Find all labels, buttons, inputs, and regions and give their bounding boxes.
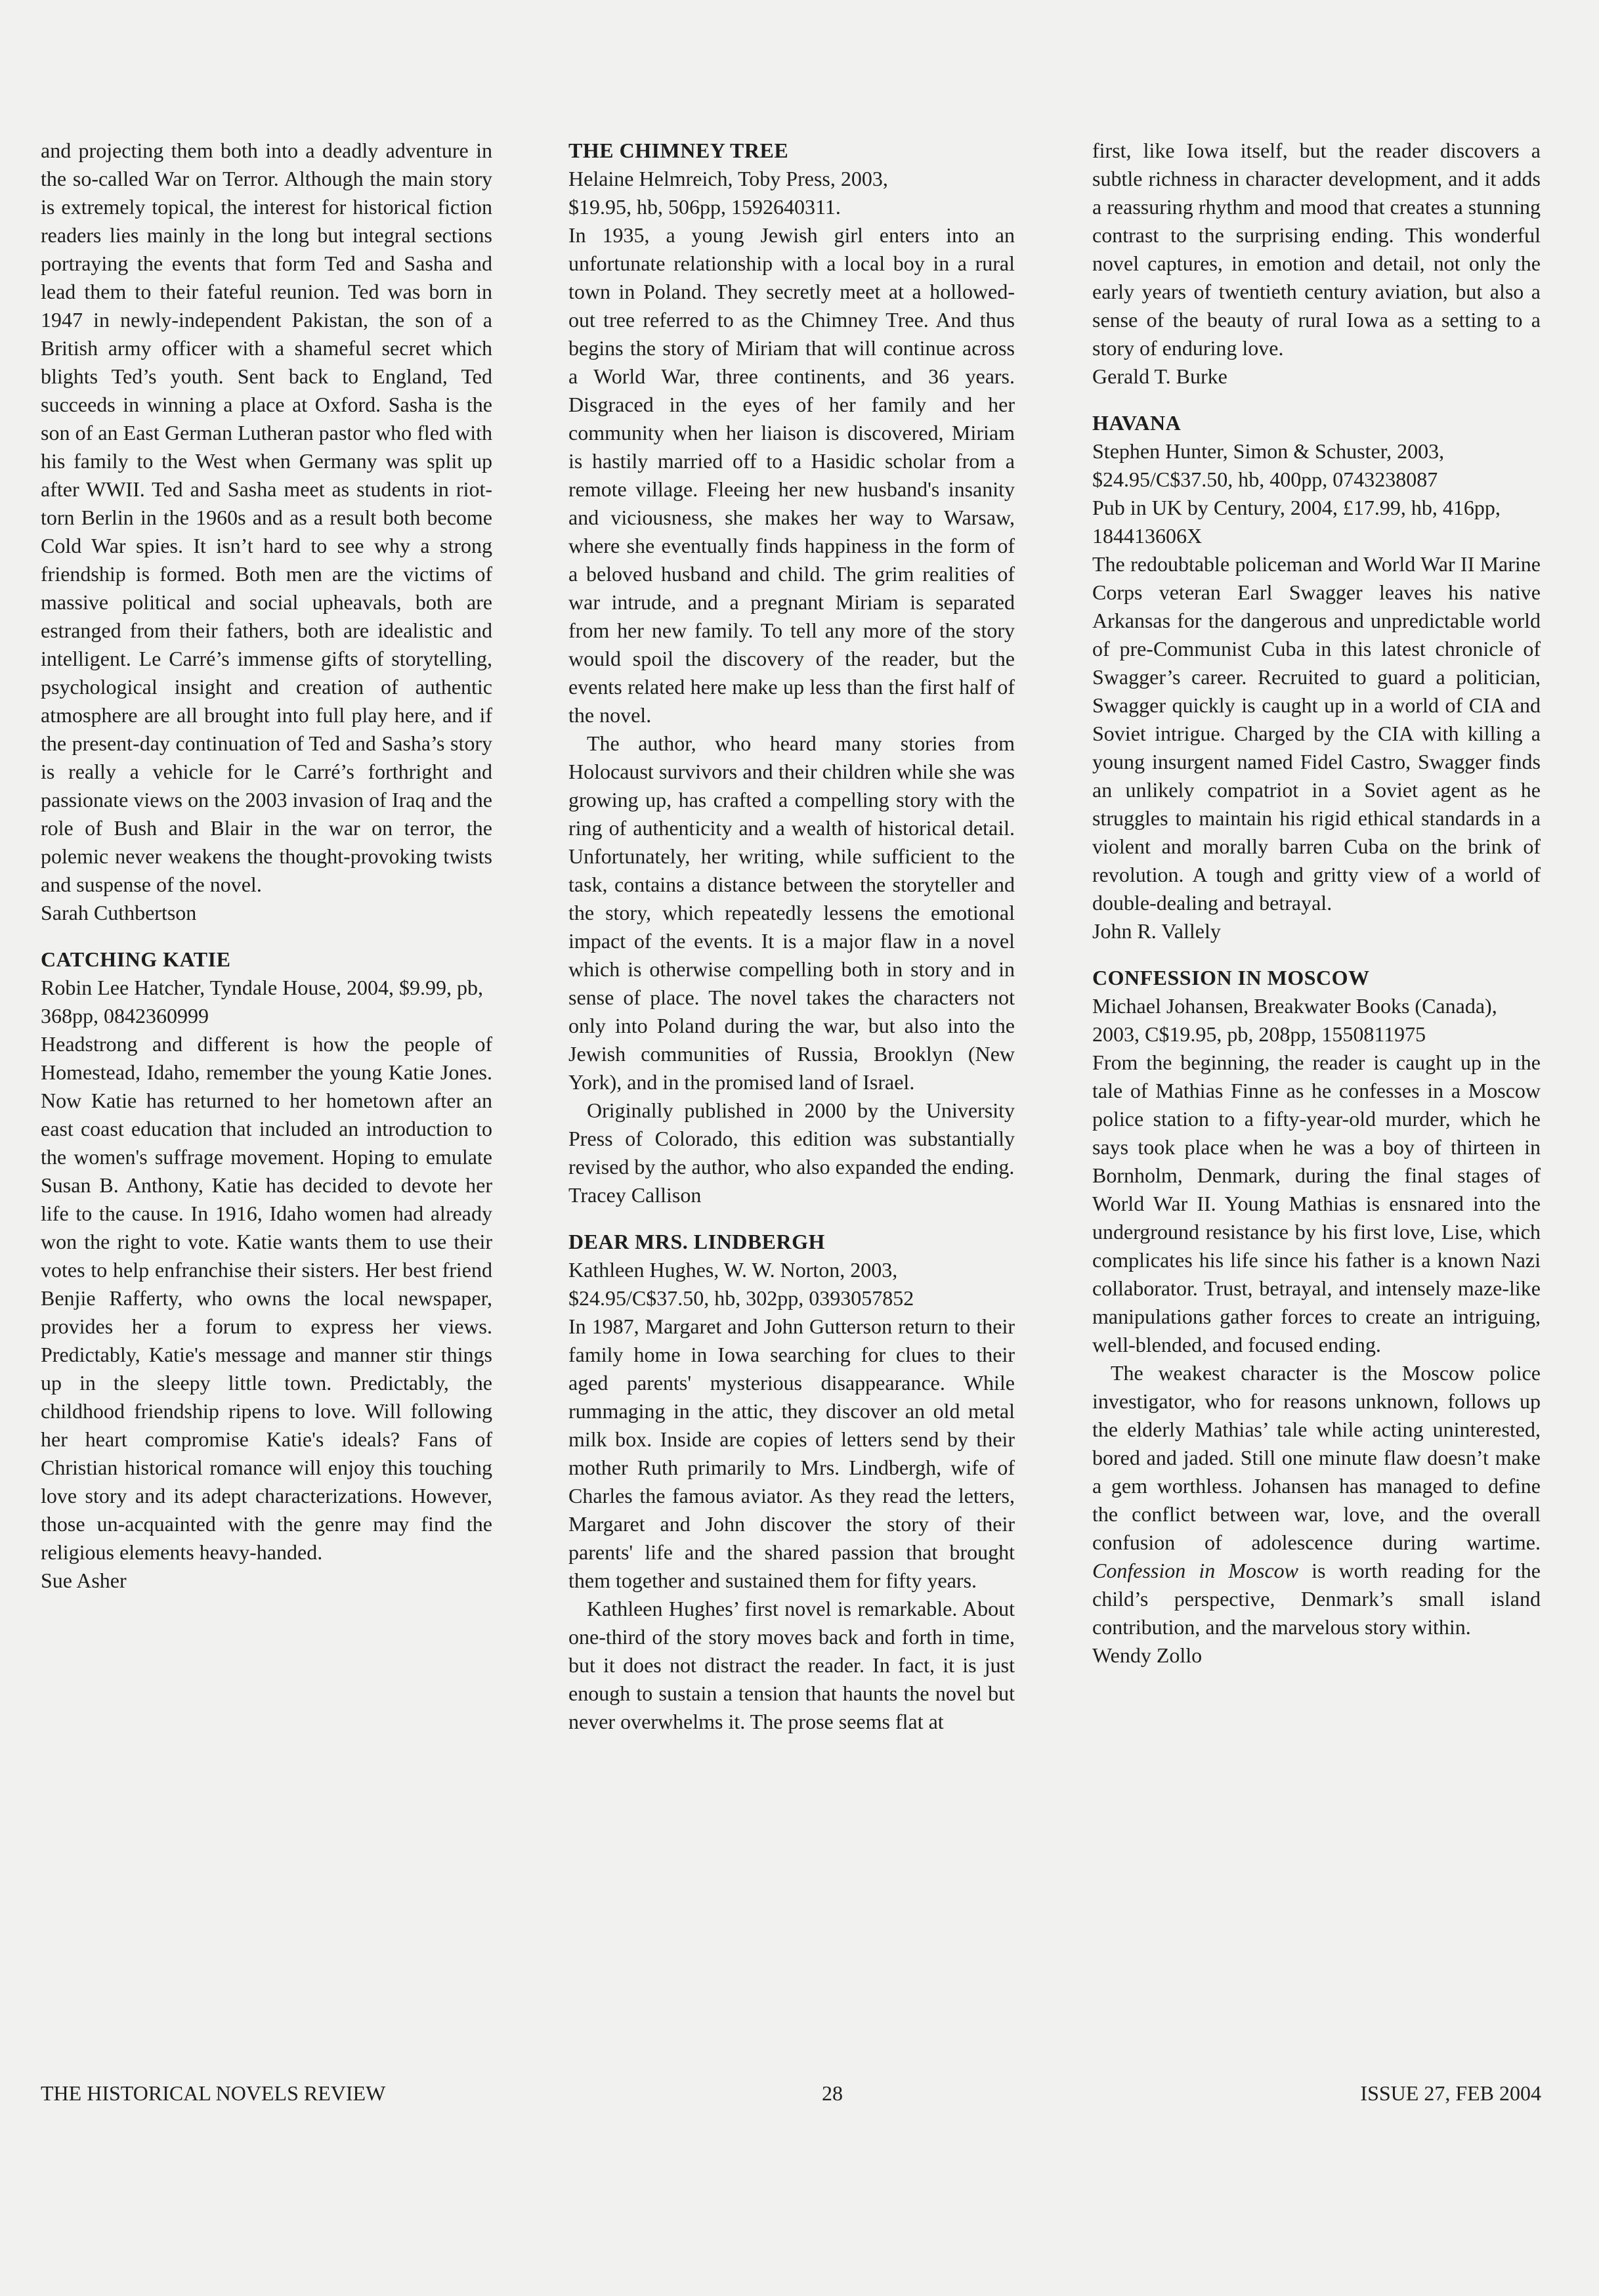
book-details: Michael Johansen, Breakwater Books (Canada), 2003, C$19.95, pb, 208pp, 1550811975 xyxy=(1092,994,1497,1046)
review-text: The author, who heard many stories from Holocaust survivors and their children while she was growing up, has crafted a compelling story with the ring of authenticity and a wealth of historical detail. Unfortunately, her writing, while sufficient to the task, contains a distance between the storyteller and the story, which repeatedly lessens the emotional impact of the events. It is a major flaw in a novel which is otherwise compelling both in story and in sense of place. The novel takes the characters not only into Poland during the war, but also into the Jewish communities of Russia, Brooklyn (New York), and in the promised land of Israel. xyxy=(568,731,1015,1094)
book-details: Pub in UK by Century, 2004, £17.99, hb, 416pp, 184413606X xyxy=(1092,496,1501,548)
column-right xyxy=(1092,137,1541,1670)
publication-title: THE HISTORICAL NOVELS REVIEW xyxy=(41,2081,386,2105)
review-text: In 1935, a young Jewish girl enters into an unfortunate relationship with a local boy in a rural town in Poland. They secretly meet at a hollowed-out tree referred to as the Chimney Tree. And thus begins the story of Miriam that will continue across a World War, three continents, and 36 years. Disgraced in the eyes of her family and her community when her liaison is discovered, Miriam is hastily married off to a Hasidic scholar from a remote village. Fleeing her new husband's insanity and viciousness, she makes her way to Warsaw, where she eventually finds happiness in the form of a beloved husband and child. The grim realities of war intrude, and a pregnant Miriam is separated from her new family. To tell any more of the story would spoil the discovery of the reader, but the events related here make up less than the first half of the novel. xyxy=(568,223,1015,727)
column-left xyxy=(41,137,492,1595)
book-details: $24.95/C$37.50, hb, 302pp, 0393057852 xyxy=(568,1286,914,1310)
review-text: Headstrong and different is how the people of Homestead, Idaho, remember the young Katie Jones. Now Katie has returned to her hometown after an east coast education that included an introduction to the women's suffrage movement. Hoping to emulate Susan B. Anthony, Katie has decided to devote her life to the cause. In 1916, Idaho women had already won the right to vote. Katie wants them to use their votes to help enfranchise their sisters. Her best friend Benjie Rafferty, who owns the local newspaper, provides her a forum to express her views. Predictably, Katie's message and manner stir things up in the sleepy little town. Predictably, the childhood friendship ripens to love. Will following her heart compromise Katie's ideals? Fans of Christian historical romance will enjoy this touching love story and its adept characterizations. However, those un-acquainted with the genre may find the religious elements heavy-handed. xyxy=(41,1032,492,1564)
review-continuation-text: and projecting them both into a deadly adventure in the so-called War on Terror. Although the main story is extremely topical, the interest for historical fiction readers lies mainly in the long but integral sections portraying the events that form Ted and Sasha and lead them to their fateful reunion. Ted was born in 1947 in newly-independent Pakistan, the son of a British army officer with a shameful secret which blights Ted’s youth. Sent back to England, Ted succeeds in winning a place at Oxford. Sasha is the son of an East German Lutheran pastor who fled with his family to the West when Germany was split up after WWII. Ted and Sasha meet as students in riot-torn Berlin in the 1960s and as a result both become Cold War spies. It isn’t hard to see why a strong friendship is formed. Both men are the victims of massive political and social upheavals, both are estranged from their fathers, both are idealistic and intelligent. Le Carré’s immense gifts of storytelling, psychological insight and creation of authentic atmosphere are all brought into full play here, and if the present-day continuation of Ted and Sasha’s story is really a vehicle for le Carré’s forthright and passionate views on the 2003 invasion of Iraq and the role of Bush and Blair in the war on terror, the polemic never weakens the thought-provoking twists and suspense of the novel. xyxy=(41,139,492,896)
review-text: Kathleen Hughes’ first novel is remarkable. About one-third of the story moves back and forth in time, but it does not distract the reader. In fact, it is just enough to sustain a tension that haunts the novel but never overwhelms it. The prose seems flat at xyxy=(568,1597,1015,1733)
review-title: CONFESSION IN MOSCOW xyxy=(1092,966,1370,989)
book-details: $19.95, hb, 506pp, 1592640311. xyxy=(568,195,841,219)
book-details: Helaine Helmreich, Toby Press, 2003, xyxy=(568,167,888,190)
book-details: Stephen Hunter, Simon & Schuster, 2003, $24.95/C$37.50, hb, 400pp, 0743238087 xyxy=(1092,439,1445,491)
book-details: Robin Lee Hatcher, Tyndale House, 2004, $9.99, pb, 368pp, 0842360999 xyxy=(41,976,483,1028)
column-middle xyxy=(568,137,1015,1736)
reviewer-name: Sarah Cuthbertson xyxy=(41,901,197,924)
reviewer-name: Gerald T. Burke xyxy=(1092,364,1227,388)
review-continuation-text: first, like Iowa itself, but the reader discovers a subtle richness in character development, and it adds a reassuring rhythm and mood that creates a stunning contrast to the surprising ending. This wonderful novel captures, in emotion and detail, not only the early years of twentieth century aviation, but also a sense of the beauty of rural Iowa as a setting to a story of enduring love. xyxy=(1092,139,1541,360)
reviewer-name: Tracey Callison xyxy=(568,1183,702,1207)
book-details: Kathleen Hughes, W. W. Norton, 2003, xyxy=(568,1258,898,1282)
page-number: 28 xyxy=(822,2081,843,2105)
review-text: Originally published in 2000 by the University Press of Colorado, this edition was substantially revised by the author, who also expanded the ending. xyxy=(568,1098,1015,1179)
page-footer xyxy=(41,2077,1541,2109)
reviewer-name: Wendy Zollo xyxy=(1092,1643,1203,1667)
reviewer-name: Sue Asher xyxy=(41,1569,127,1592)
reviewer-name: John R. Vallely xyxy=(1092,919,1221,943)
review-title: DEAR MRS. LINDBERGH xyxy=(568,1230,825,1253)
review-title: THE CHIMNEY TREE xyxy=(568,139,789,162)
review-title: HAVANA xyxy=(1092,411,1182,435)
review-text xyxy=(1092,1359,1541,1641)
review-text: From the beginning, the reader is caught up in the tale of Mathias Finne as he confesses in a Moscow police station to a fifty-year-old murder, which he says took place when he was a boy of thirteen in Bornholm, Denmark, during the final stages of World War II. Young Mathias is ensnared into the underground resistance by his first love, Lise, which complicates his life since his father is a known Nazi collaborator. Trust, betrayal, and intensely maze-like manipulations gather forces to create an intriguing, well-blended, and focused ending. xyxy=(1092,1051,1541,1356)
review-text: The redoubtable policeman and World War II Marine Corps veteran Earl Swagger leaves his native Arkansas for the dangerous and unpredictable world of pre-Communist Cuba in this latest chronicle of Swagger’s career. Recruited to guard a politician, Swagger quickly is caught up in a world of CIA and Soviet intrigue. Charged by the CIA with killing a young insurgent named Fidel Castro, Swagger finds an unlikely compatriot in a Soviet agent as he struggles to maintain his rigid ethical standards in a violent and morally barren Cuba on the brink of revolution. A tough and gritty view of a world of double-dealing and betrayal. xyxy=(1092,552,1541,915)
book-title-italic: Confession in Moscow xyxy=(1092,1559,1299,1582)
review-text: In 1987, Margaret and John Gutterson return to their family home in Iowa searching for clues to their aged parents' mysterious disappearance. While rummaging in the attic, they discover an old metal milk box. Inside are copies of letters send by their mother Ruth primarily to Mrs. Lindbergh, wife of Charles the famous aviator. As they read the letters, Margaret and John discover the story of their parents' life and the shared passion that brought them together and sustained them for fifty years. xyxy=(568,1314,1015,1592)
review-text-part: is worth reading for the child’s perspective, Denmark’s small island contribution, and the marvelous story within. xyxy=(1092,1559,1541,1639)
review-text-part: The weakest character is the Moscow police investigator, who for reasons unknown, follows up the elderly Mathias’ tale while acting uninterested, bored and jaded. Still one minute flaw doesn’t make a gem worthless. Johansen has managed to define the conflict between war, love, and the overall confusion of adolescence during wartime. xyxy=(1092,1361,1541,1554)
issue-label: ISSUE 27, FEB 2004 xyxy=(1360,2081,1541,2105)
review-title: CATCHING KATIE xyxy=(41,947,231,971)
